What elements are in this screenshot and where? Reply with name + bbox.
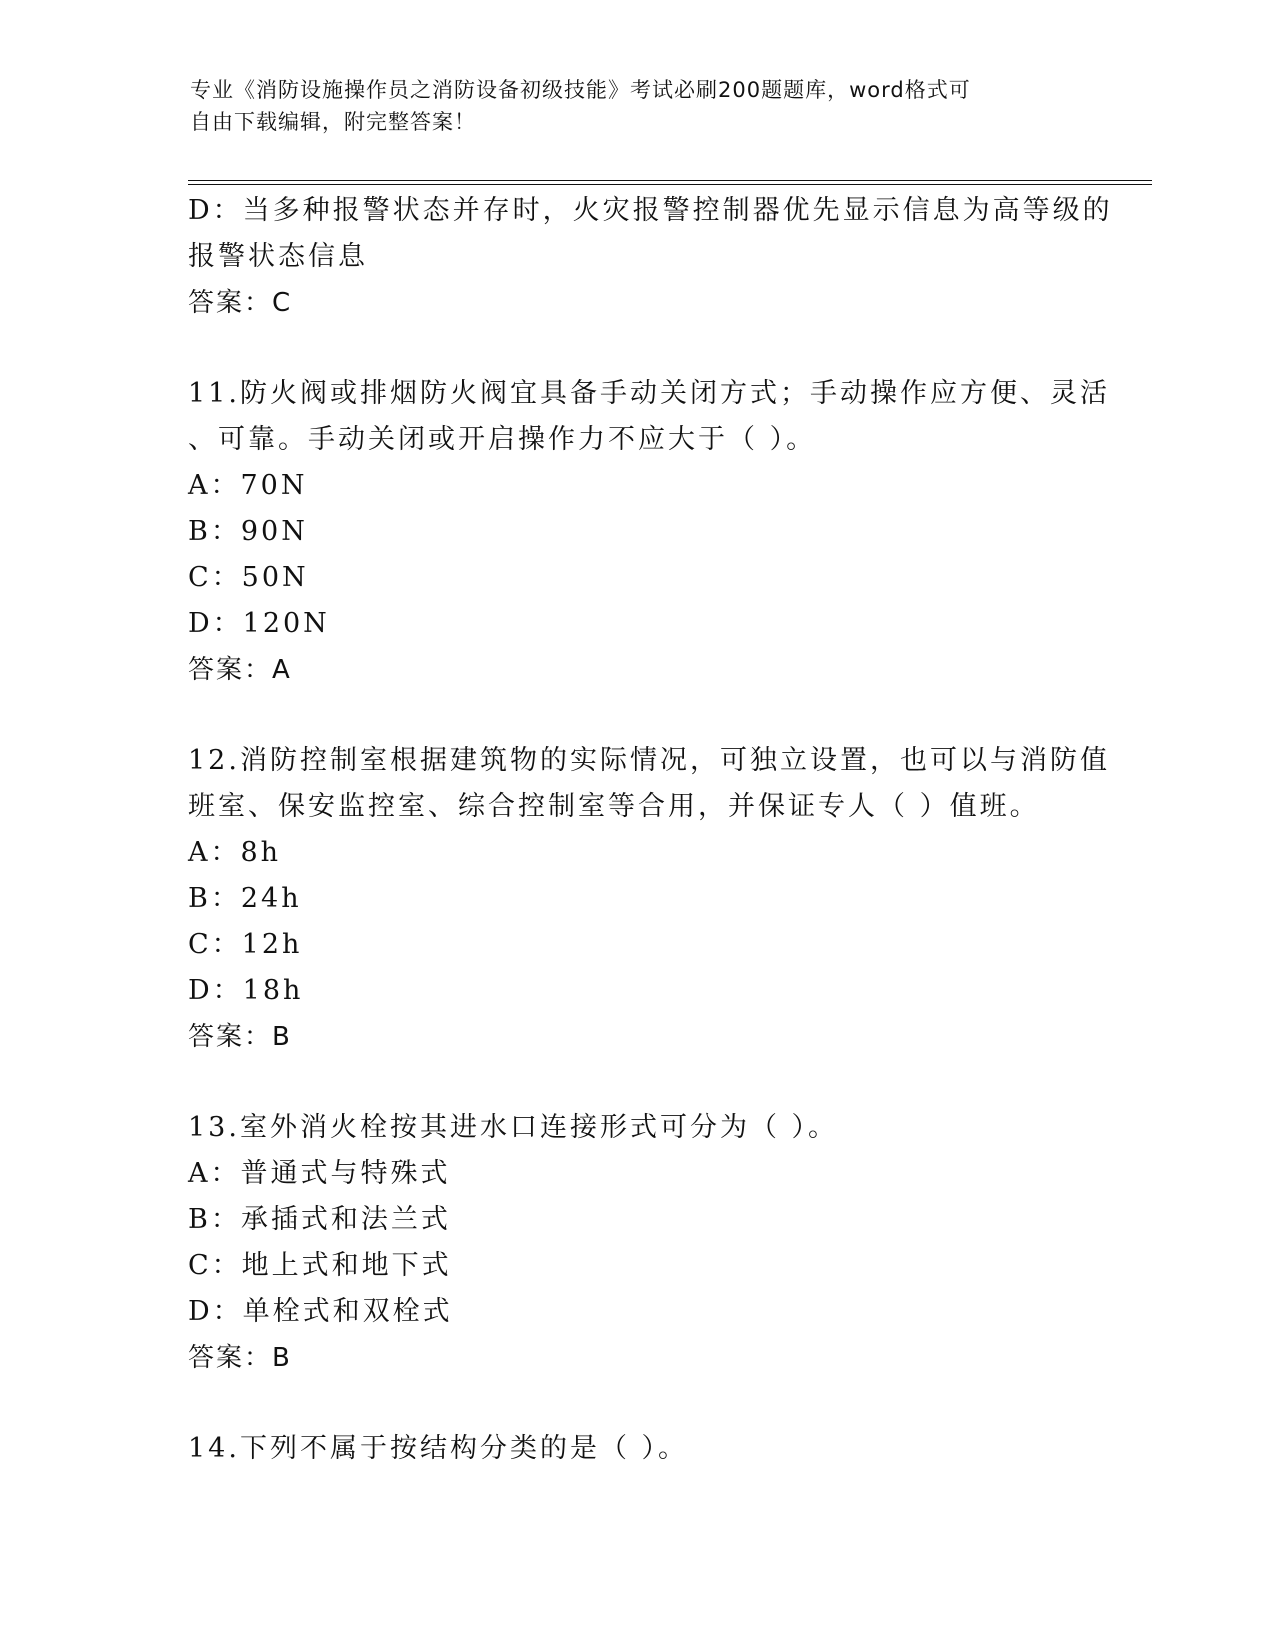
header-divider-top bbox=[188, 180, 1152, 181]
question-12 bbox=[188, 738, 1110, 1060]
question-14 bbox=[188, 1426, 1088, 1472]
option-c: C：12h bbox=[188, 929, 303, 960]
option-a: A：8h bbox=[188, 837, 282, 868]
question-13 bbox=[188, 1105, 1088, 1381]
option-c: C：地上式和地下式 bbox=[188, 1250, 452, 1281]
option-b: B：24h bbox=[188, 883, 302, 914]
option-d: D：当多种报警状态并存时，火灾报警控制器优先显示信息为高等级的 bbox=[188, 195, 1113, 226]
question-10-continuation bbox=[188, 188, 1113, 326]
question-11 bbox=[188, 371, 1110, 693]
question-stem-continued: 班室、保安监控室、综合控制室等合用，并保证专人（ ）值班。 bbox=[188, 791, 1040, 822]
document-header: 专业《消防设施操作员之消防设备初级技能》考试必刷200题题库，word格式可 自由下载编辑，附完整答案！ bbox=[190, 78, 971, 134]
question-stem: 11.防火阀或排烟防火阀宜具备手动关闭方式；手动操作应方便、灵活 bbox=[188, 378, 1110, 409]
answer-line: 答案：B bbox=[188, 1022, 292, 1052]
option-c: C：50N bbox=[188, 562, 309, 593]
answer-line: 答案：C bbox=[188, 288, 293, 318]
option-a: A：普通式与特殊式 bbox=[188, 1158, 451, 1189]
question-stem: 12.消防控制室根据建筑物的实际情况，可独立设置，也可以与消防值 bbox=[188, 745, 1110, 776]
answer-line: 答案：B bbox=[188, 1343, 292, 1373]
question-list bbox=[188, 188, 1113, 1472]
option-b: B：90N bbox=[188, 516, 308, 547]
option-a: A：70N bbox=[188, 470, 308, 501]
answer-line: 答案：A bbox=[188, 655, 292, 685]
option-d: D：18h bbox=[188, 975, 304, 1006]
question-stem-continued: 、可靠。手动关闭或开启操作力不应大于（ ）。 bbox=[188, 424, 817, 455]
question-stem: 13.室外消火栓按其进水口连接形式可分为（ ）。 bbox=[188, 1112, 839, 1143]
option-d: D：单栓式和双栓式 bbox=[188, 1296, 453, 1327]
option-b: B：承插式和法兰式 bbox=[188, 1204, 451, 1235]
option-d: D：120N bbox=[188, 608, 330, 639]
question-stem: 14.下列不属于按结构分类的是（ ）。 bbox=[188, 1433, 689, 1464]
option-d-continued: 报警状态信息 bbox=[188, 241, 368, 272]
header-divider-bottom bbox=[188, 184, 1152, 185]
